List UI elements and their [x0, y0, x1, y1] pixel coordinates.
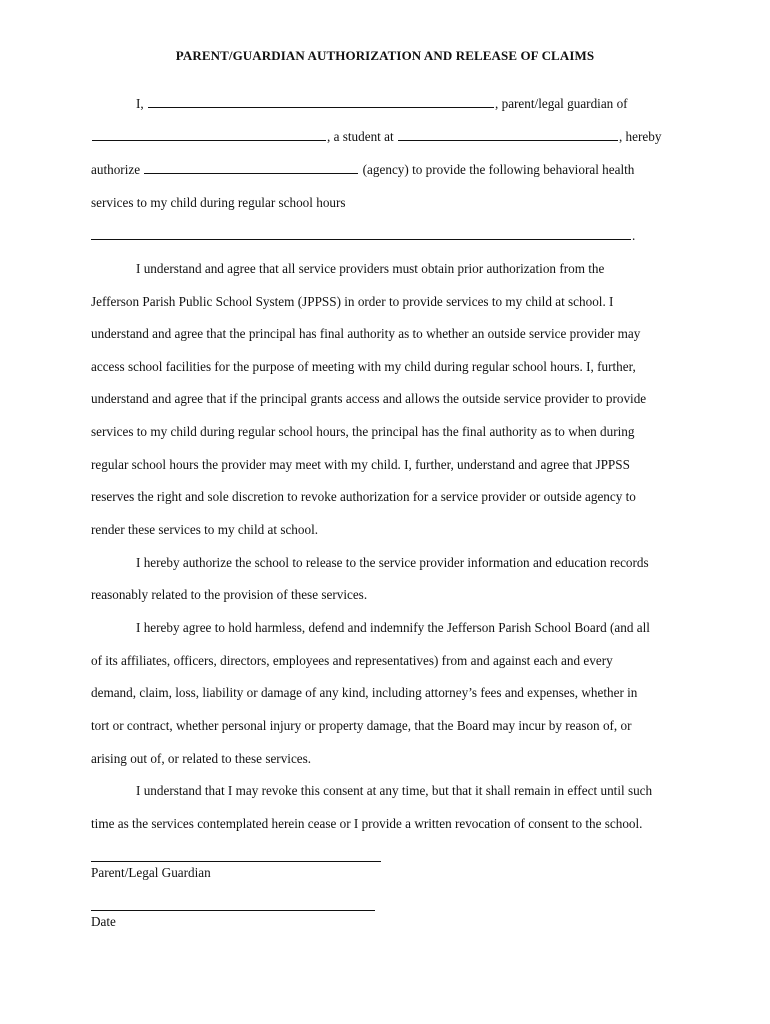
guardian-signature-label: Parent/Legal Guardian	[91, 865, 211, 880]
intro-line-1	[136, 96, 628, 112]
para3-line: I hereby agree to hold harmless, defend and indemnify the Jefferson Parish School Board (and all	[136, 620, 650, 635]
para1-line: services to my child during regular school hours, the principal has the final authority as to when during	[91, 424, 635, 439]
student-name-blank[interactable]	[92, 129, 326, 141]
para4-line: I understand that I may revoke this consent at any time, but that it shall remain in effect until such	[136, 783, 653, 798]
para2-line: reasonably related to the provision of these services.	[91, 587, 368, 602]
intro-line-3	[91, 162, 634, 178]
intro-text: I,	[136, 96, 144, 111]
intro-text: authorize	[91, 162, 141, 177]
date-signature-line[interactable]	[91, 910, 375, 911]
intro-text: , parent/legal guardian of	[495, 96, 628, 111]
agency-name-blank[interactable]	[144, 162, 358, 174]
para1-line: Jefferson Parish Public School System (JPPSS) in order to provide services to my child at school. I	[91, 294, 614, 309]
intro-line-2	[91, 129, 661, 145]
para1-line: reserves the right and sole discretion to revoke authorization for a service provider or outside agency to	[91, 489, 636, 504]
para1-line: access school facilities for the purpose of meeting with my child during regular school hours. I, further,	[91, 359, 636, 374]
para2-line: I hereby authorize the school to release to the service provider information and education records	[136, 555, 649, 570]
para1-line: regular school hours the provider may meet with my child. I, further, understand and agree that JPPSS	[91, 457, 630, 472]
intro-text: (agency) to provide the following behavioral health	[362, 162, 635, 177]
services-blank[interactable]	[91, 228, 631, 240]
intro-line-4: services to my child during regular school hours	[91, 195, 346, 210]
intro-line-5	[91, 228, 635, 244]
para1-line: I understand and agree that all service providers must obtain prior authorization from the	[136, 261, 605, 276]
guardian-signature-line[interactable]	[91, 861, 381, 862]
para3-line: of its affiliates, officers, directors, employees and representatives) from and against each and every	[91, 653, 613, 668]
school-name-blank[interactable]	[398, 129, 618, 141]
date-label: Date	[91, 914, 116, 929]
para1-line: understand and agree that if the principal grants access and allows the outside service provider to provide	[91, 391, 647, 406]
document-title: PARENT/GUARDIAN AUTHORIZATION AND RELEASE OF CLAIMS	[175, 48, 595, 63]
para1-line: understand and agree that the principal has final authority as to whether an outside service provider may	[91, 326, 641, 341]
para3-line: tort or contract, whether personal injury or property damage, that the Board may incur by reason of, or	[91, 718, 632, 733]
para3-line: arising out of, or related to these services.	[91, 751, 312, 766]
para4-line: time as the services contemplated herein cease or I provide a written revocation of consent to the school.	[91, 816, 643, 831]
guardian-name-blank[interactable]	[148, 96, 494, 108]
para3-line: demand, claim, loss, liability or damage of any kind, including attorney’s fees and expenses, whether in	[91, 685, 638, 700]
intro-text: .	[632, 228, 636, 243]
intro-text: , hereby	[618, 129, 662, 144]
intro-text: , a student at	[327, 129, 394, 144]
para1-line: render these services to my child at school.	[91, 522, 319, 537]
